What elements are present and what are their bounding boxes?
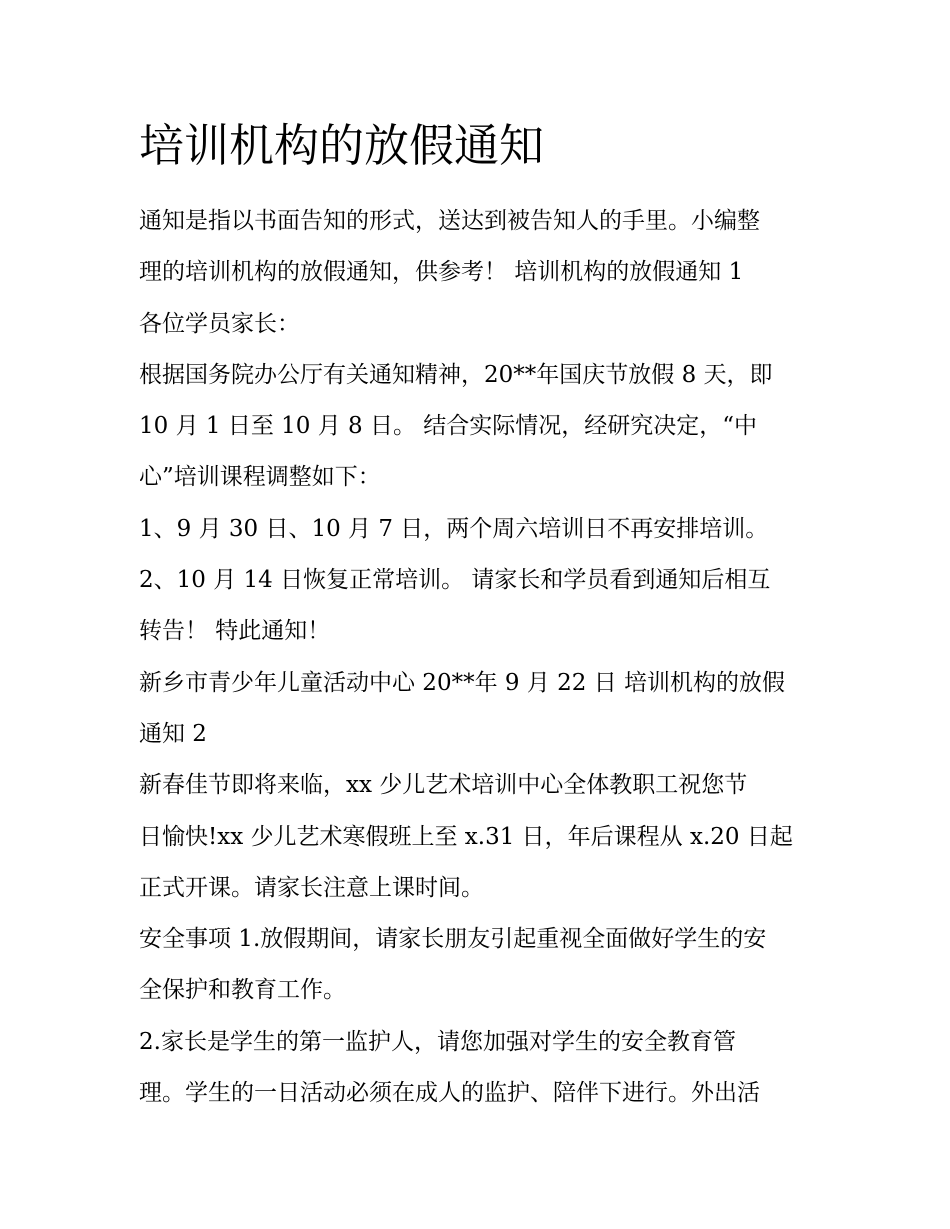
body-line: 2.家长是学生的第一监护人，请您加强对学生的安全教育管 — [139, 1028, 736, 1055]
document-body — [139, 196, 819, 1119]
body-line: 新春佳节即将来临，xx 少儿艺术培训中心全体教职工祝您节 — [139, 772, 748, 799]
body-line: 转告！ 特此通知！ — [139, 618, 331, 645]
body-line: 通知 2 — [139, 720, 207, 747]
body-line: 理的培训机构的放假通知，供参考！ 培训机构的放假通知 1 — [139, 259, 744, 286]
body-line: 通知是指以书面告知的形式，送达到被告知人的手里。小编整 — [139, 208, 760, 234]
body-line: 安全事项 1.放假期间，请家长朋友引起重视全面做好学生的安 — [139, 926, 767, 953]
body-line: 正式开课。请家长注意上课时间。 — [139, 874, 484, 901]
body-line: 各位学员家长： — [139, 310, 300, 337]
body-line: 全保护和教育工作。 — [139, 977, 346, 1004]
body-line: 10 月 1 日至 10 月 8 日。 结合实际情况，经研究决定，“中 — [139, 413, 758, 440]
body-line: 日愉快!xx 少儿艺术寒假班上至 x.31 日，年后课程从 x.20 日起 — [139, 823, 793, 850]
body-line: 理。学生的一日活动必须在成人的监护、陪伴下进行。外出活 — [139, 1080, 760, 1107]
document-title: 培训机构的放假通知 — [139, 119, 545, 172]
body-line: 心”培训课程调整如下： — [139, 464, 381, 491]
body-line: 根据国务院办公厅有关通知精神，20**年国庆节放假 8 天，即 — [139, 361, 773, 388]
body-line: 新乡市青少年儿童活动中心 20**年 9 月 22 日 培训机构的放假 — [139, 669, 786, 696]
body-line: 1、9 月 30 日、10 月 7 日，两个周六培训日不再安排培训。 — [139, 515, 769, 542]
body-line: 2、10 月 14 日恢复正常培训。 请家长和学员看到通知后相互 — [139, 567, 771, 594]
